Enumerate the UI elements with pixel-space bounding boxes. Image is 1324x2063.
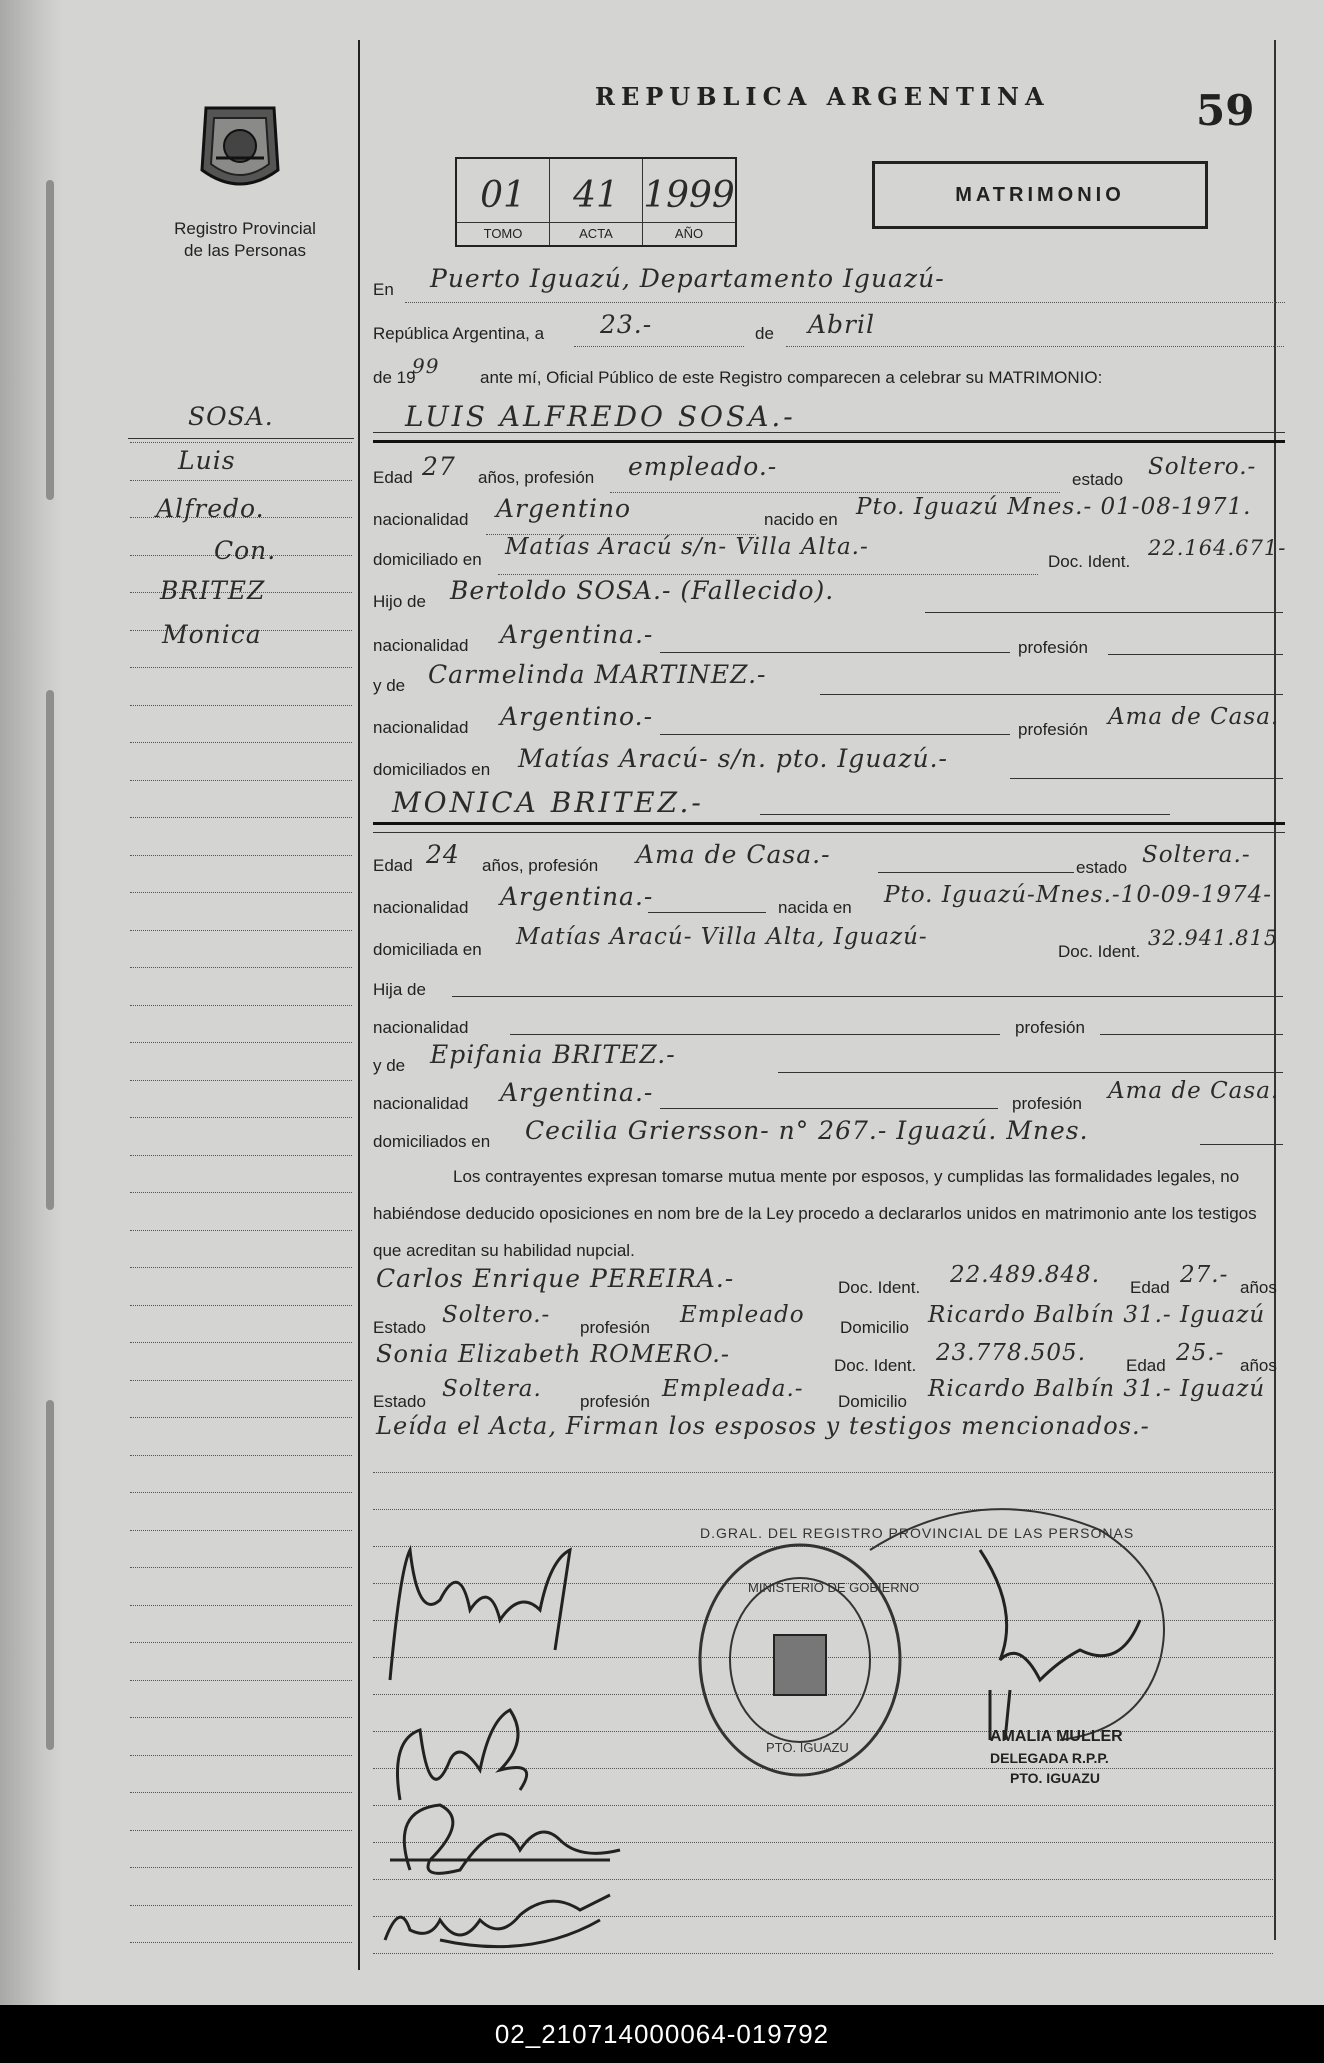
groom-name: LUIS ALFREDO SOSA.- bbox=[405, 400, 796, 433]
groom-nac-label: nacionalidad bbox=[373, 510, 469, 529]
stamp-ring-text: D.GRAL. DEL REGISTRO PROVINCIAL DE LAS PERSONAS bbox=[700, 1525, 1135, 1541]
right-rule bbox=[1274, 40, 1276, 1940]
margin-rule-line bbox=[130, 967, 352, 968]
bride-doc-label: Doc. Ident. bbox=[1058, 942, 1141, 961]
margin-rule-line bbox=[130, 705, 352, 706]
bride-mother-profession: Ama de Casa. bbox=[1108, 1078, 1280, 1104]
body-rule-line bbox=[373, 1472, 1273, 1473]
fill-line bbox=[760, 814, 1170, 815]
margin-rule bbox=[358, 40, 360, 1970]
binding-mark bbox=[46, 1400, 54, 1750]
margin-rule-line bbox=[130, 1530, 352, 1531]
republica-label: República Argentina, a bbox=[373, 324, 545, 343]
margin-rule-line bbox=[130, 1867, 352, 1868]
margin-rule-line bbox=[130, 892, 352, 893]
margin-rule-line bbox=[130, 1380, 352, 1381]
fill-line bbox=[648, 912, 766, 913]
margin-rule-line bbox=[130, 1042, 352, 1043]
witness1-prof-label: profesión bbox=[580, 1318, 650, 1337]
intro-statement: ante mí, Oficial Público de este Registro comparecen a celebrar su MATRIMONIO: bbox=[480, 368, 1103, 387]
groom-address: Matías Aracú s/n- Villa Alta.- bbox=[505, 534, 869, 560]
witness2-signature bbox=[380, 1880, 620, 1975]
bride-hija-label: Hija de bbox=[373, 980, 426, 999]
fill-line bbox=[373, 832, 1285, 833]
registry-name-line2: de las Personas bbox=[184, 241, 306, 260]
fill-line bbox=[660, 734, 1010, 735]
groom-father-nac-label: nacionalidad bbox=[373, 636, 469, 655]
margin-rule-line bbox=[130, 817, 352, 818]
bride-nacida-label: nacida en bbox=[778, 898, 852, 917]
bride-anos-label: años, profesión bbox=[482, 856, 599, 875]
margin-rule-line bbox=[130, 780, 352, 781]
fill-line bbox=[452, 996, 1283, 997]
groom-mother-nationality: Argentino.- bbox=[500, 702, 654, 731]
ano-cell bbox=[643, 159, 735, 245]
bride-mother-nationality: Argentina.- bbox=[500, 1078, 654, 1107]
bride-name: MONICA BRITEZ.- bbox=[392, 786, 704, 819]
margin-rule-line bbox=[130, 1942, 352, 1943]
margin-rule-line bbox=[130, 1005, 352, 1006]
year-prefix: de 19 bbox=[373, 368, 416, 387]
groom-nacido-label: nacido en bbox=[764, 510, 838, 529]
bride-doc: 32.941.815 bbox=[1148, 926, 1279, 950]
margin-rule-line bbox=[130, 1680, 352, 1681]
bride-mother: Epifania BRITEZ.- bbox=[430, 1040, 676, 1069]
registration-box bbox=[455, 157, 737, 247]
margin-rule-line bbox=[130, 1267, 352, 1268]
fill-line bbox=[1200, 1144, 1283, 1145]
groom-edad-label: Edad bbox=[373, 468, 413, 487]
bride-dom-label: domiciliada en bbox=[373, 940, 482, 959]
margin-rule-line bbox=[130, 742, 352, 743]
margin-rule-line bbox=[130, 1155, 352, 1156]
groom-yde-label: y de bbox=[373, 676, 406, 695]
margin-rule-line bbox=[130, 1605, 352, 1606]
witness2-doc-label: Doc. Ident. bbox=[834, 1356, 917, 1375]
month-value: Abril bbox=[808, 310, 875, 339]
margin-rule-line bbox=[130, 1905, 352, 1906]
fill-line bbox=[1100, 1034, 1283, 1035]
groom-parents-dom-label: domiciliados en bbox=[373, 760, 491, 779]
tomo-cell bbox=[457, 159, 550, 245]
witness1-name: Carlos Enrique PEREIRA.- bbox=[376, 1264, 735, 1293]
bride-mother-prof-label: profesión bbox=[1012, 1094, 1082, 1113]
groom-father-nationality: Argentina.- bbox=[500, 620, 654, 649]
margin-rule-line bbox=[130, 1230, 352, 1231]
bride-profession: Ama de Casa.- bbox=[636, 840, 831, 869]
margin-rule-line bbox=[130, 1192, 352, 1193]
book-binding bbox=[0, 0, 62, 2005]
margin-rule-line bbox=[130, 1455, 352, 1456]
declaration-text: Los contrayentes expresan tomarse mutua mente por esposos, y cumplidas las formalidades legales, no habiéndose deducido oposiciones en nom bre de la Ley procedo a declararlos unidos en matrimonio ante los testigos que acreditan su habilidad nupcial. bbox=[373, 1167, 1257, 1260]
stamp-inner-text: MINISTERIO DE GOBIERNO bbox=[748, 1580, 920, 1595]
bride-age: 24 bbox=[426, 840, 460, 869]
margin-top-rule bbox=[128, 438, 354, 439]
margin-rule-line bbox=[130, 1830, 352, 1831]
margin-line: Luis bbox=[178, 446, 236, 475]
de-label: de bbox=[755, 324, 774, 343]
margin-line: Monica bbox=[162, 620, 262, 649]
witness1-edad-label: Edad bbox=[1130, 1278, 1170, 1297]
margin-rule-line bbox=[130, 442, 352, 443]
bride-edad-label: Edad bbox=[373, 856, 413, 875]
witness2-civil-status: Soltera. bbox=[442, 1376, 542, 1402]
bride-birthplace: Pto. Iguazú-Mnes.-10-09-1974- bbox=[884, 882, 1273, 908]
officer-signature bbox=[860, 1490, 1190, 1765]
bride-address: Matías Aracú- Villa Alta, Iguazú- bbox=[516, 924, 928, 950]
binding-mark bbox=[46, 690, 54, 1210]
margin-rule-line bbox=[130, 480, 352, 481]
year-suffix: 99 bbox=[412, 354, 440, 378]
witness2-profession: Empleada.- bbox=[662, 1376, 804, 1402]
groom-mother-nac-label: nacionalidad bbox=[373, 718, 469, 737]
witness2-age: 25.- bbox=[1176, 1340, 1225, 1366]
page-number: 59 bbox=[1196, 86, 1255, 135]
groom-father: Bertoldo SOSA.- (Fallecido). bbox=[450, 576, 835, 605]
bride-nac-label: nacionalidad bbox=[373, 898, 469, 917]
witness1-doc: 22.489.848. bbox=[950, 1262, 1100, 1288]
fill-line bbox=[878, 872, 1074, 873]
groom-birthplace: Pto. Iguazú Mnes.- 01-08-1971. bbox=[856, 494, 1252, 520]
binding-mark bbox=[46, 180, 54, 500]
fill-line bbox=[1108, 654, 1283, 655]
officer-name: AMALIA MULLER bbox=[990, 1728, 1123, 1745]
margin-rule-line bbox=[130, 1567, 352, 1568]
fill-line bbox=[610, 492, 1060, 493]
groom-profession: empleado.- bbox=[628, 452, 778, 481]
groom-nationality: Argentino bbox=[496, 494, 632, 523]
margin-rule-line bbox=[130, 1305, 352, 1306]
witness2-dom-label: Domicilio bbox=[838, 1392, 907, 1411]
margin-rule-line bbox=[130, 1417, 352, 1418]
bride-parents-address: Cecilia Griersson- n° 267.- Iguazú. Mnes. bbox=[525, 1116, 1089, 1145]
fill-line bbox=[574, 346, 744, 347]
fill-line bbox=[373, 432, 1285, 433]
acta-value: 41 bbox=[573, 175, 619, 216]
groom-mother-profession: Ama de Casa. bbox=[1108, 704, 1280, 730]
bride-parents-dom-label: domiciliados en bbox=[373, 1132, 491, 1151]
witness2-estado-label: Estado bbox=[373, 1392, 426, 1411]
groom-parents-address: Matías Aracú- s/n. pto. Iguazú.- bbox=[518, 744, 948, 773]
witness1-doc-label: Doc. Ident. bbox=[838, 1278, 921, 1297]
image-id-footer: 02_210714000064-019792 bbox=[0, 2005, 1324, 2063]
witness2-doc: 23.778.505. bbox=[936, 1340, 1086, 1366]
tomo-value: 01 bbox=[480, 175, 526, 216]
witness1-estado-label: Estado bbox=[373, 1318, 426, 1337]
officer-office: PTO. IGUAZU bbox=[1010, 1770, 1100, 1786]
witness1-civil-status: Soltero.- bbox=[442, 1302, 551, 1328]
fill-line bbox=[1010, 778, 1283, 779]
groom-age: 27 bbox=[422, 452, 456, 481]
provincial-emblem-icon bbox=[196, 100, 284, 205]
fill-line bbox=[660, 1108, 998, 1109]
groom-dom-label: domiciliado en bbox=[373, 550, 482, 569]
fill-line bbox=[778, 1072, 1283, 1073]
margin-line: Alfredo. bbox=[156, 494, 265, 523]
margin-rule-line bbox=[130, 667, 352, 668]
section-divider bbox=[373, 822, 1285, 825]
groom-estado-label: estado bbox=[1072, 470, 1124, 489]
tomo-label: TOMO bbox=[457, 222, 549, 245]
margin-rule-line bbox=[130, 930, 352, 931]
witness1-dom-label: Domicilio bbox=[840, 1318, 909, 1337]
margin-line: BRITEZ bbox=[160, 576, 266, 605]
fill-line bbox=[510, 1034, 1000, 1035]
groom-hijo-label: Hijo de bbox=[373, 592, 426, 611]
country-title: REPUBLICA ARGENTINA bbox=[595, 82, 1050, 111]
margin-rule-line bbox=[130, 1755, 352, 1756]
bride-civil-status: Soltera.- bbox=[1142, 842, 1251, 868]
margin-rule-line bbox=[130, 855, 352, 856]
groom-mother-prof-label: profesión bbox=[1018, 720, 1088, 739]
witness2-prof-label: profesión bbox=[580, 1392, 650, 1411]
margin-rule-line bbox=[130, 1717, 352, 1718]
ano-value: 1999 bbox=[643, 175, 735, 216]
bride-father-nac-label: nacionalidad bbox=[373, 1018, 469, 1037]
fill-line bbox=[820, 694, 1283, 695]
witness2-name: Sonia Elizabeth ROMERO.- bbox=[376, 1340, 730, 1368]
bride-mother-nac-label: nacionalidad bbox=[373, 1094, 469, 1113]
fill-line bbox=[405, 302, 1285, 303]
margin-line: SOSA. bbox=[188, 402, 274, 431]
registry-name bbox=[150, 218, 340, 262]
groom-doc: 22.164.671- bbox=[1148, 536, 1287, 560]
margin-line: Con. bbox=[214, 536, 277, 565]
bride-father-prof-label: profesión bbox=[1015, 1018, 1085, 1037]
bride-estado-label: estado bbox=[1076, 858, 1128, 877]
section-divider bbox=[373, 440, 1285, 443]
groom-father-prof-label: profesión bbox=[1018, 638, 1088, 657]
margin-rule-line bbox=[130, 1492, 352, 1493]
groom-signature bbox=[370, 1530, 590, 1695]
groom-doc-label: Doc. Ident. bbox=[1048, 552, 1131, 571]
margin-rule-line bbox=[130, 1642, 352, 1643]
margin-rule-line bbox=[130, 1792, 352, 1793]
acta-cell bbox=[550, 159, 643, 245]
witness1-anos-label: años bbox=[1240, 1278, 1277, 1297]
ano-label: AÑO bbox=[643, 222, 735, 245]
witness2-address: Ricardo Balbín 31.- Iguazú bbox=[928, 1376, 1266, 1402]
witness2-anos-label: años bbox=[1240, 1356, 1277, 1375]
day-value: 23.- bbox=[600, 310, 653, 339]
fill-line bbox=[498, 574, 1038, 575]
registry-name-line1: Registro Provincial bbox=[174, 219, 316, 238]
bride-nationality: Argentina.- bbox=[500, 882, 654, 911]
witness1-address: Ricardo Balbín 31.- Iguazú bbox=[928, 1302, 1266, 1328]
margin-rule-line bbox=[130, 1117, 352, 1118]
place-value: Puerto Iguazú, Departamento Iguazú- bbox=[430, 264, 945, 293]
fill-line bbox=[925, 612, 1283, 613]
witness1-profession: Empleado bbox=[680, 1302, 805, 1328]
margin-rule-line bbox=[130, 1080, 352, 1081]
groom-mother: Carmelinda MARTINEZ.- bbox=[428, 660, 767, 689]
stamp-bottom-text: PTO. IGUAZU bbox=[766, 1740, 849, 1755]
groom-civil-status: Soltero.- bbox=[1148, 454, 1257, 480]
en-label: En bbox=[373, 280, 394, 299]
officer-title: DELEGADA R.P.P. bbox=[990, 1750, 1109, 1766]
witness2-edad-label: Edad bbox=[1126, 1356, 1166, 1375]
witness1-age: 27.- bbox=[1180, 1262, 1229, 1288]
acta-label: ACTA bbox=[550, 222, 642, 245]
closing-text: Leída el Acta, Firman los esposos y testigos mencionados.- bbox=[376, 1412, 1150, 1440]
margin-rule-line bbox=[130, 1342, 352, 1343]
bride-yde-label: y de bbox=[373, 1056, 406, 1075]
document-type: MATRIMONIO bbox=[872, 161, 1208, 229]
groom-anos-label: años, profesión bbox=[478, 468, 595, 487]
fill-line bbox=[786, 346, 1284, 347]
fill-line bbox=[660, 652, 1010, 653]
